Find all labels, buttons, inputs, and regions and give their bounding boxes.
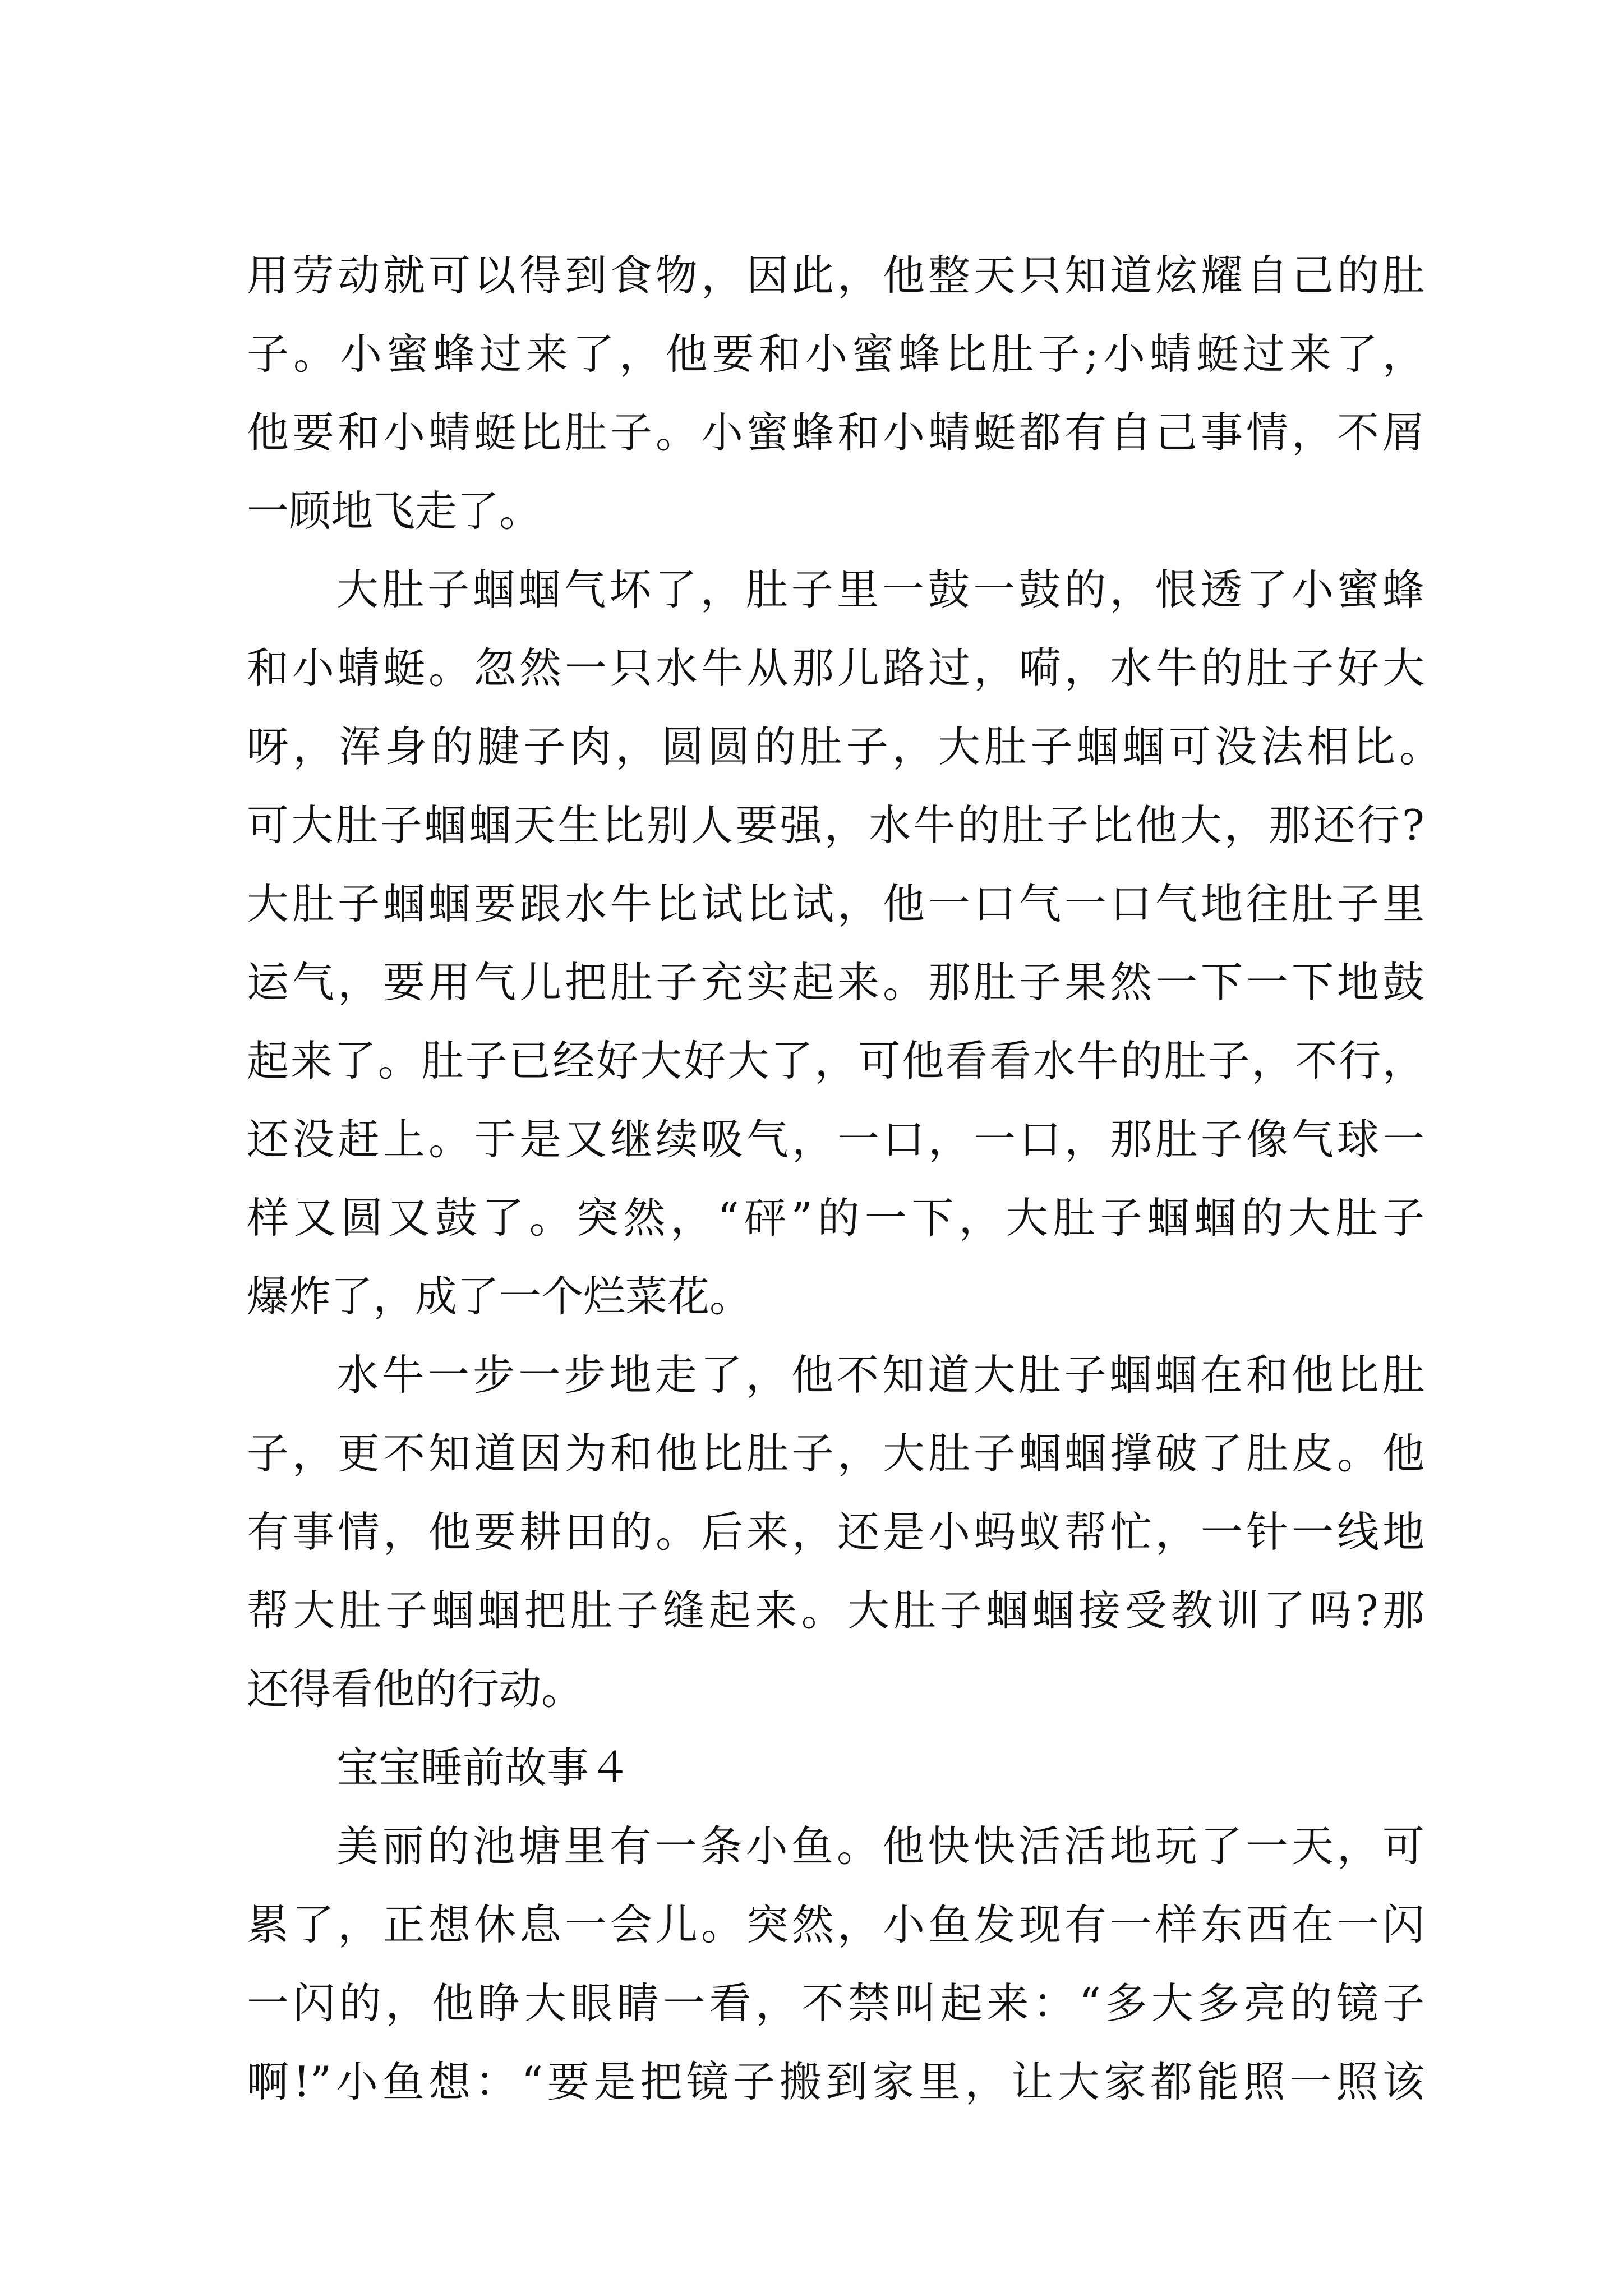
paragraph-line: 可大肚子蝈蝈天生比别人要强，水牛的肚子比他大，那还行? <box>247 800 1424 850</box>
paragraph-line: 有事情，他要耕田的。后来，还是小蚂蚁帮忙，一针一线地 <box>247 1507 1424 1557</box>
paragraph-line: 样又圆又鼓了。突然，“砰”的一下，大肚子蝈蝈的大肚子 <box>247 1193 1424 1243</box>
paragraph-line: 和小蜻蜓。忽然一只水牛从那儿路过，嗬，水牛的肚子好大 <box>247 643 1424 693</box>
paragraph-line: 水牛一步一步地走了，他不知道大肚子蝈蝈在和他比肚 <box>336 1350 1424 1400</box>
paragraph-line: 子。小蜜蜂过来了，他要和小蜜蜂比肚子;小蜻蜓过来了， <box>247 329 1424 379</box>
paragraph-line: 美丽的池塘里有一条小鱼。他快快活活地玩了一天，可 <box>336 1821 1424 1871</box>
paragraph-line: 还得看他的行动。 <box>247 1664 584 1714</box>
paragraph-line: 大肚子蝈蝈要跟水牛比试比试，他一口气一口气地往肚子里 <box>247 879 1424 928</box>
paragraph-line: 爆炸了，成了一个烂菜花。 <box>247 1272 752 1321</box>
paragraph-line: 运气，要用气儿把肚子充实起来。那肚子果然一下一下地鼓 <box>247 958 1424 1007</box>
paragraph-line: 呀，浑身的腱子肉，圆圆的肚子，大肚子蝈蝈可没法相比。 <box>247 722 1441 771</box>
paragraph-line: 用劳动就可以得到食物，因此，他整天只知道炫耀自己的肚 <box>247 251 1424 300</box>
paragraph-line: 累了，正想休息一会儿。突然，小鱼发现有一样东西在一闪 <box>247 1900 1424 1949</box>
paragraph-line: 他要和小蜻蜓比肚子。小蜜蜂和小蜻蜓都有自己事情，不屑 <box>247 408 1424 457</box>
paragraph-line: 一闪的，他睁大眼睛一看，不禁叫起来：“多大多亮的镜子 <box>247 1978 1424 2028</box>
paragraph-line: 啊!”小鱼想：“要是把镜子搬到家里，让大家都能照一照该 <box>247 2057 1424 2106</box>
paragraph-line: 子，更不知道因为和他比肚子，大肚子蝈蝈撑破了肚皮。他 <box>247 1429 1424 1478</box>
paragraph-line: 起来了。肚子已经好大好大了，可他看看水牛的肚子，不行， <box>247 1036 1424 1085</box>
paragraph-line: 一顾地飞走了。 <box>247 486 542 536</box>
section-heading: 宝宝睡前故事４ <box>336 1743 631 1792</box>
paragraph-line: 还没赶上。于是又继续吸气，一口，一口，那肚子像气球一 <box>247 1115 1424 1164</box>
paragraph-line: 帮大肚子蝈蝈把肚子缝起来。大肚子蝈蝈接受教训了吗?那 <box>247 1586 1424 1635</box>
paragraph-line: 大肚子蝈蝈气坏了，肚子里一鼓一鼓的，恨透了小蜜蜂 <box>336 565 1424 614</box>
